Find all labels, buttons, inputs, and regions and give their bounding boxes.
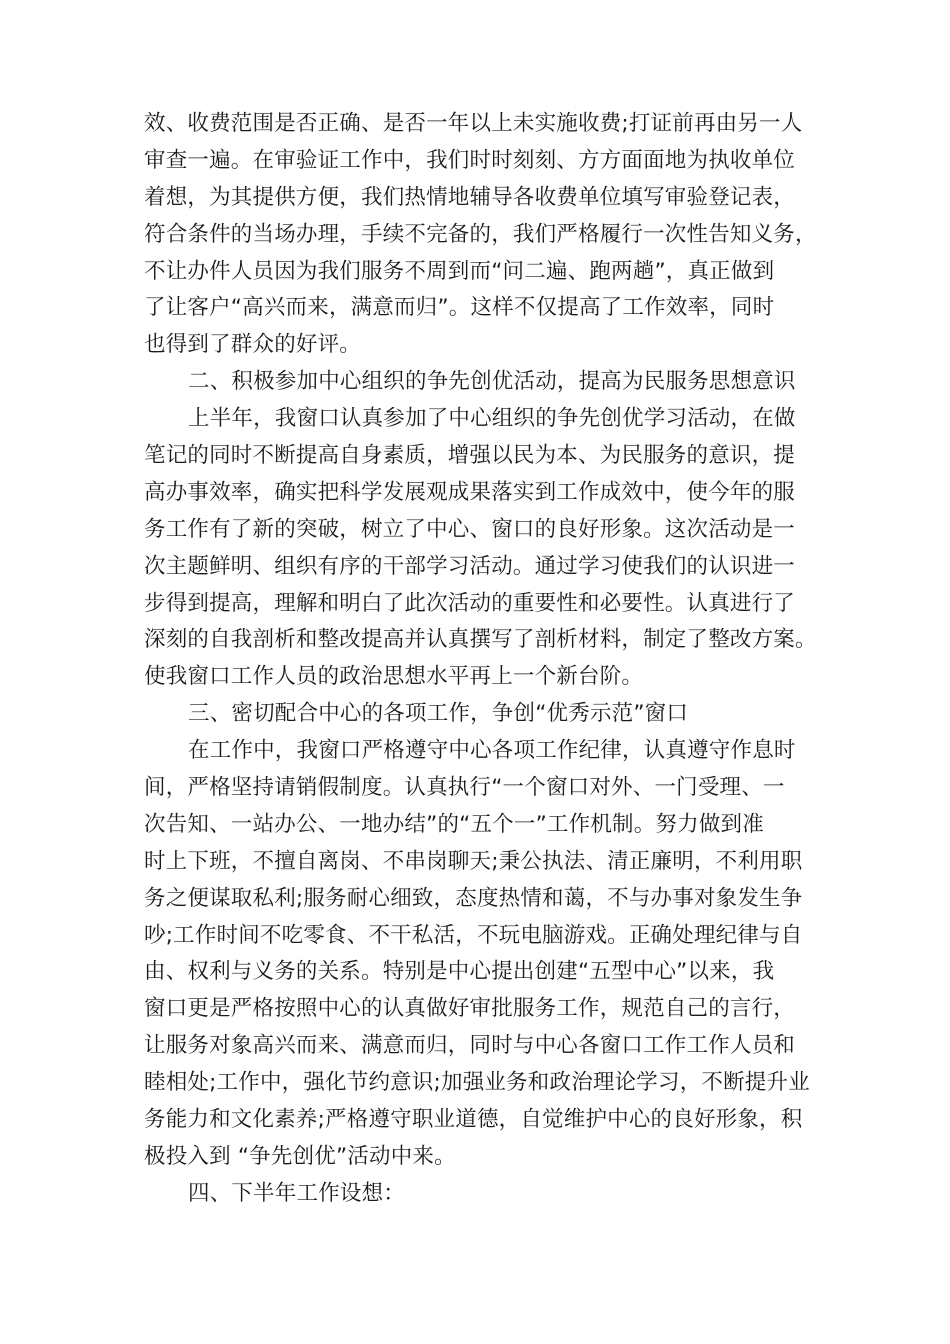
paragraph-start-line: 二、积极参加中心组织的争先创优活动，提高为民服务思想意识 [188,369,796,395]
text-line: 高办事效率，确实把科学发展观成果落实到工作成效中，使今年的服 [144,479,796,505]
text-line: 了让客户“高兴而来，满意而归”。这样不仅提高了工作效率，同时 [144,295,775,321]
text-line: 让服务对象高兴而来、满意而归，同时与中心各窗口工作工作人员和 [144,1033,796,1059]
text-line: 极投入到 “争先创优”活动中来。 [144,1143,456,1169]
text-line: 窗口更是严格按照中心的认真做好审批服务工作，规范自己的言行， [144,996,796,1022]
text-line: 由、权利与义务的关系。特别是中心提出创建“五型中心”以来，我 [144,959,775,985]
text-line: 使我窗口工作人员的政治思想水平再上一个新台阶。 [144,664,644,690]
paragraph-start-line: 四、下半年工作设想： [188,1180,406,1206]
text-line: 务工作有了新的突破，树立了中心、窗口的良好形象。这次活动是一 [144,516,796,542]
text-line: 审查一遍。在审验证工作中，我们时时刻刻、方方面面地为执收单位 [144,147,796,173]
text-line: 睦相处;工作中，强化节约意识;加强业务和政治理论学习，不断提升业 [144,1070,810,1096]
text-line: 深刻的自我剖析和整改提高并认真撰写了剖析材料，制定了整改方案。 [144,627,817,653]
text-line: 不让办件人员因为我们服务不周到而“问二遍、跑两趟”，真正做到 [144,258,775,284]
paragraph-start-line: 上半年，我窗口认真参加了中心组织的争先创优学习活动，在做 [188,406,796,432]
text-line: 着想，为其提供方便，我们热情地辅导各收费单位填写审验登记表， [144,184,796,210]
text-line: 次主题鲜明、组织有序的干部学习活动。通过学习使我们的认识进一 [144,553,796,579]
text-line: 务能力和文化素养;严格遵守职业道德，自觉维护中心的良好形象，积 [144,1107,803,1133]
paragraph-start-line: 在工作中，我窗口严格遵守中心各项工作纪律，认真遵守作息时 [188,738,796,764]
text-line: 也得到了群众的好评。 [144,332,362,358]
text-line: 时上下班，不擅自离岗、不串岗聊天;秉公执法、清正廉明，不利用职 [144,848,803,874]
document-body [144,106,817,1213]
text-line: 间，严格坚持请销假制度。认真执行“一个窗口对外、一门受理、一 [144,775,785,801]
text-line: 务之便谋取私利;服务耐心细致，态度热情和蔼，不与办事对象发生争 [144,885,803,911]
text-line: 步得到提高，理解和明白了此次活动的重要性和必要性。认真进行了 [144,590,796,616]
text-line: 效、收费范围是否正确、是否一年以上未实施收费;打证前再由另一人 [144,111,803,136]
text-line: 笔记的同时不断提高自身素质，增强以民为本、为民服务的意识，提 [144,443,796,469]
text-line: 吵;工作时间不吃零食、不干私活，不玩电脑游戏。正确处理纪律与自 [144,922,803,948]
paragraph-start-line: 三、密切配合中心的各项工作，争创“优秀示范”窗口 [188,701,689,727]
text-line: 符合条件的当场办理，手续不完备的，我们严格履行一次性告知义务， [144,221,817,247]
text-line: 次告知、一站办公、一地办结”的“五个一”工作机制。努力做到准 [144,811,764,837]
